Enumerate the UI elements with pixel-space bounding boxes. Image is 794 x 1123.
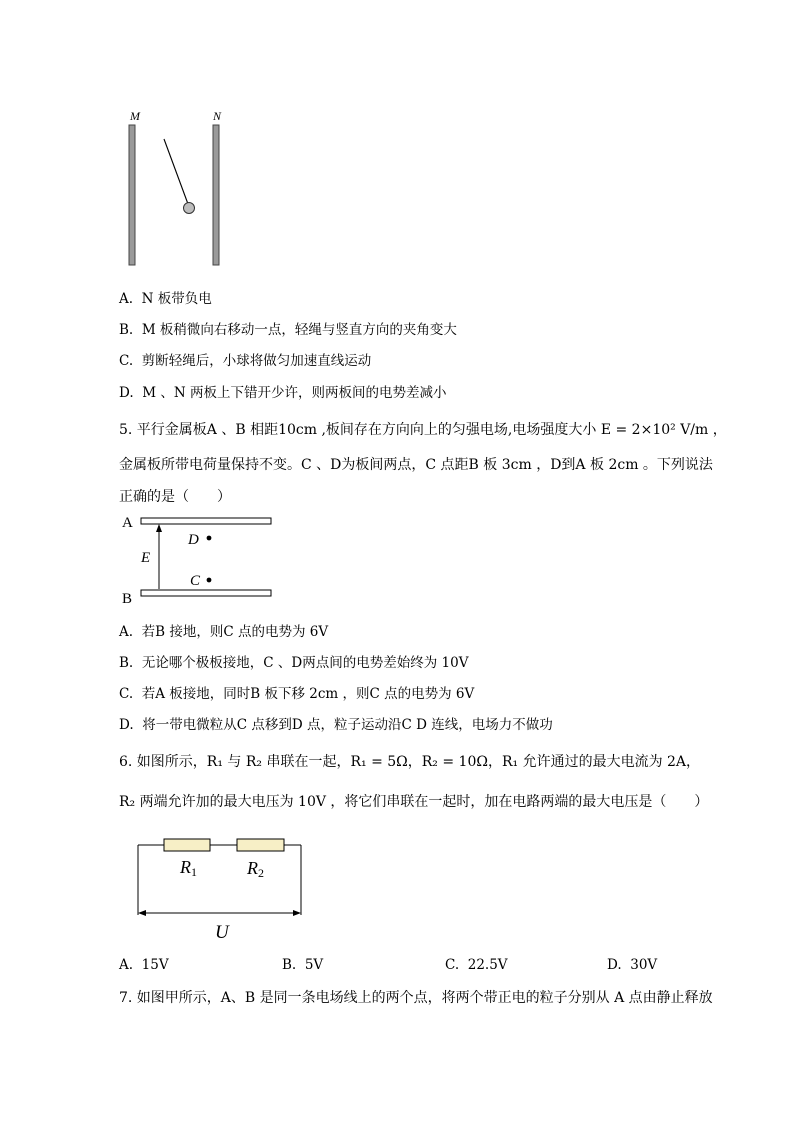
q6-option-a[interactable] bbox=[119, 956, 169, 974]
option-letter: B. bbox=[282, 957, 297, 973]
plate-m bbox=[129, 125, 135, 265]
q4-option-a[interactable] bbox=[119, 290, 212, 308]
q6-line-2: R₂ 两端允许加的最大电压为 10V ，将它们串联在一起时，加在电路两端的最大电压是（ ） bbox=[119, 794, 709, 810]
label-r2: R2 bbox=[247, 858, 264, 880]
q7-line-1: 7. 如图甲所示，A、B 是同一条电场线上的两个点，将两个带正电的粒子分别从 A 点由静止释放 bbox=[119, 990, 713, 1006]
option-text: 若B 接地，则C 点的电势为 6V bbox=[141, 624, 329, 640]
figure-circuit bbox=[132, 835, 307, 945]
q4-option-b[interactable] bbox=[119, 321, 457, 339]
field-arrow-head bbox=[156, 524, 162, 532]
q6-option-b[interactable] bbox=[282, 956, 323, 974]
option-text: M 、N 两板上下错开少许，则两板间的电势差减小 bbox=[142, 385, 447, 401]
q5-line-1: 5. 平行金属板A 、B 相距10cm ,板间存在方向向上的匀强电场,电场强度大小 E = 2×10² V/m ， bbox=[119, 422, 727, 438]
q4-option-c[interactable] bbox=[119, 352, 371, 370]
point-d bbox=[207, 536, 212, 541]
label-a: A bbox=[122, 515, 133, 531]
option-letter: D. bbox=[607, 957, 622, 973]
option-text: 若A 板接地，同时B 板下移 2cm ，则C 点的电势为 6V bbox=[141, 686, 475, 702]
option-letter: A. bbox=[119, 624, 134, 640]
option-text: 5V bbox=[304, 957, 324, 973]
label-d: D bbox=[188, 532, 199, 548]
plate-b bbox=[141, 590, 271, 596]
q5-option-a[interactable] bbox=[119, 623, 328, 641]
q5-line-3: 正确的是（ ） bbox=[119, 489, 231, 505]
plate-a bbox=[141, 518, 271, 524]
option-text: 22.5V bbox=[467, 957, 508, 973]
option-letter: B. bbox=[119, 655, 134, 671]
option-letter: A. bbox=[119, 957, 134, 973]
option-text: N 板带负电 bbox=[141, 291, 212, 307]
label-m: M bbox=[130, 109, 140, 123]
string bbox=[164, 139, 188, 204]
q5-option-c[interactable] bbox=[119, 685, 474, 703]
q4-option-d[interactable] bbox=[119, 384, 446, 402]
q6-option-d[interactable] bbox=[607, 956, 657, 974]
figure-capacitor bbox=[118, 512, 278, 608]
plate-n bbox=[213, 125, 219, 265]
voltage-arrow-right-head bbox=[293, 910, 301, 916]
label-n: N bbox=[213, 109, 222, 123]
option-letter: C. bbox=[445, 957, 460, 973]
voltage-arrow-left-head bbox=[138, 910, 146, 916]
resistor-r2 bbox=[237, 839, 284, 851]
label-e: E bbox=[141, 550, 151, 566]
label-u: U bbox=[215, 922, 229, 943]
q6-option-c[interactable] bbox=[445, 956, 508, 974]
option-letter: C. bbox=[119, 353, 134, 369]
q5-option-d[interactable] bbox=[119, 716, 553, 734]
label-c: C bbox=[190, 573, 201, 589]
q6-line-1: 6. 如图所示，R₁ 与 R₂ 串联在一起，R₁ = 5Ω，R₂ = 10Ω，R₁ 允许通过的最大电流为 2A， bbox=[119, 754, 701, 770]
option-text: 30V bbox=[630, 957, 658, 973]
q5-line-2: 金属板所带电荷量保持不变。C 、D为板间两点，C 点距B 板 3cm ，D到A 板 2cm 。下列说法 bbox=[119, 457, 713, 473]
option-text: 无论哪个极板接地，C 、D两点间的电势差始终为 10V bbox=[141, 655, 469, 671]
label-b: B bbox=[122, 591, 133, 607]
option-text: M 板稍微向右移动一点，轻绳与竖直方向的夹角变大 bbox=[141, 322, 457, 338]
option-text: 将一带电微粒从C 点移到D 点，粒子运动沿C D 连线，电场力不做功 bbox=[142, 717, 553, 733]
option-text: 15V bbox=[141, 957, 169, 973]
option-letter: B. bbox=[119, 322, 134, 338]
option-letter: D. bbox=[119, 717, 134, 733]
option-letter: D. bbox=[119, 385, 134, 401]
ball bbox=[184, 203, 195, 214]
figure-plates-pendulum bbox=[120, 105, 230, 270]
option-letter: C. bbox=[119, 686, 134, 702]
point-c bbox=[207, 578, 212, 583]
label-r1: R1 bbox=[180, 857, 197, 879]
option-letter: A. bbox=[119, 291, 134, 307]
resistor-r1 bbox=[164, 839, 210, 851]
option-text: 剪断轻绳后，小球将做匀加速直线运动 bbox=[141, 353, 372, 369]
q5-option-b[interactable] bbox=[119, 654, 468, 672]
